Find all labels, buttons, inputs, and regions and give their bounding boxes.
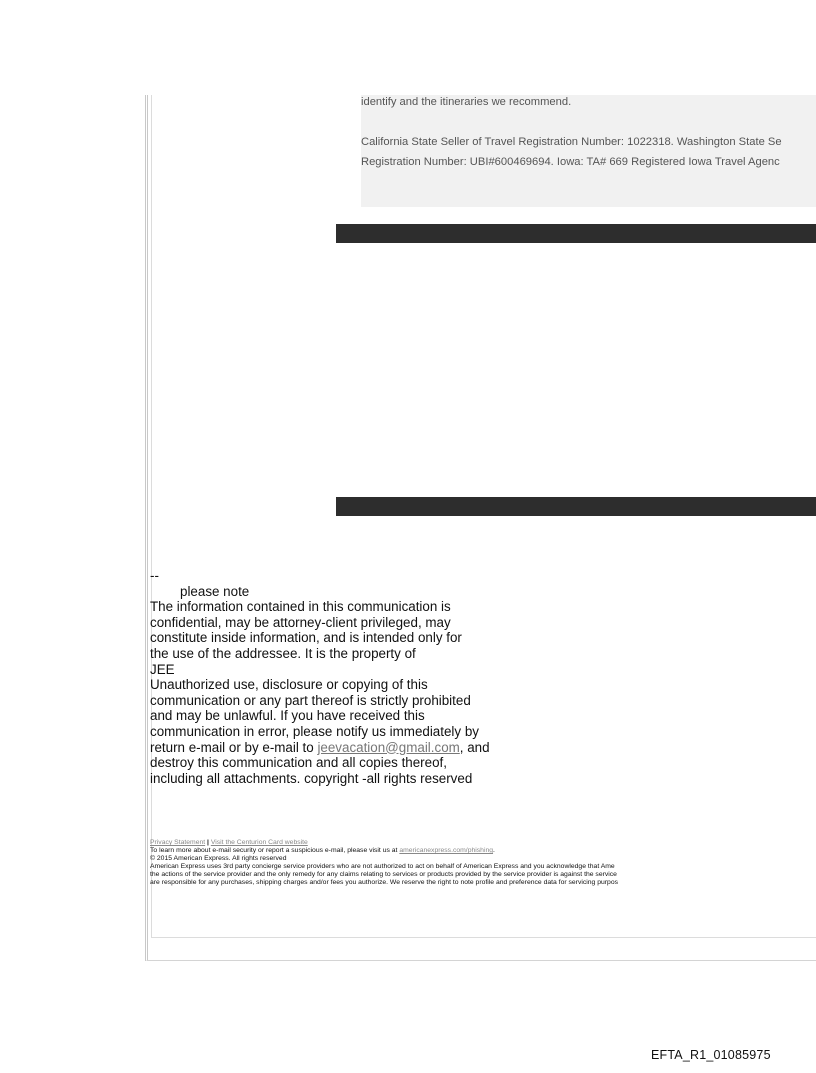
footer-disclaimer: American Express uses 3rd party concierge service providers who are not authorized to act on behalf of American Express and you acknowledge that Ame (150, 863, 615, 871)
note-heading: please note (180, 583, 250, 599)
security-end: . (493, 847, 495, 855)
email-inner-frame (151, 95, 816, 938)
note-line: the use of the addressee. It is the property of (150, 645, 416, 661)
link-separator: | (205, 839, 211, 846)
email-link[interactable]: jeevacation@gmail.com (317, 739, 460, 755)
travel-line-3: Registration Number: UBI#600469694. Iowa: TA# 669 Registered Iowa Travel Agenc (361, 156, 780, 168)
centurion-card-link[interactable]: Visit the Centurion Card website (210, 839, 308, 846)
travel-line-1: identify and the itineraries we recommend. (361, 96, 572, 108)
note-line: including all attachments. copyright -all rights reserved (150, 770, 473, 786)
amex-footer (150, 839, 816, 888)
footer-security-line (150, 847, 816, 855)
dark-bar-bottom (336, 497, 816, 516)
email-prefix: return e-mail or by e-mail to (150, 739, 318, 755)
note-line: confidential, may be attorney-client privileged, may (150, 614, 451, 630)
note-line: communication in error, please notify us immediately by (150, 723, 479, 739)
privacy-statement-link[interactable]: Privacy Statement (150, 839, 206, 846)
confidentiality-note (150, 568, 510, 786)
note-line: destroy this communication and all copies thereof, (150, 755, 447, 771)
footer-disclaimer: are responsible for any purchases, shipping charges and/or fees you authorize. We reserve the right to note profile and preference data for servicing purpos (150, 879, 618, 887)
signature-dashes: -- (150, 568, 159, 583)
phishing-link[interactable]: americanexpress.com/phishing (399, 847, 494, 855)
footer-links-line (150, 839, 816, 847)
note-email-line (150, 740, 510, 756)
security-text: To learn more about e-mail security or report a suspicious e-mail, please visit us at (150, 847, 400, 855)
note-line: The information contained in this communication is (150, 599, 451, 615)
note-line: communication or any part thereof is strictly prohibited (150, 692, 471, 708)
note-line: JEE (150, 661, 175, 677)
dark-bar-top (336, 224, 816, 243)
note-line: constitute inside information, and is intended only for (150, 630, 462, 646)
footer-disclaimer: the actions of the service provider and the only remedy for any claims relating to services or products provided by the service provider is against the service (150, 871, 617, 879)
footer-copyright: © 2015 American Express. All rights reserved (150, 855, 287, 863)
travel-registration-box (361, 95, 816, 207)
bates-number: EFTA_R1_01085975 (651, 1048, 771, 1062)
note-line: Unauthorized use, disclosure or copying of this (150, 677, 428, 693)
email-suffix: , and (459, 739, 490, 755)
travel-line-2: California State Seller of Travel Registration Number: 1022318. Washington State Se (361, 136, 782, 148)
note-line: and may be unlawful. If you have received this (150, 708, 425, 724)
